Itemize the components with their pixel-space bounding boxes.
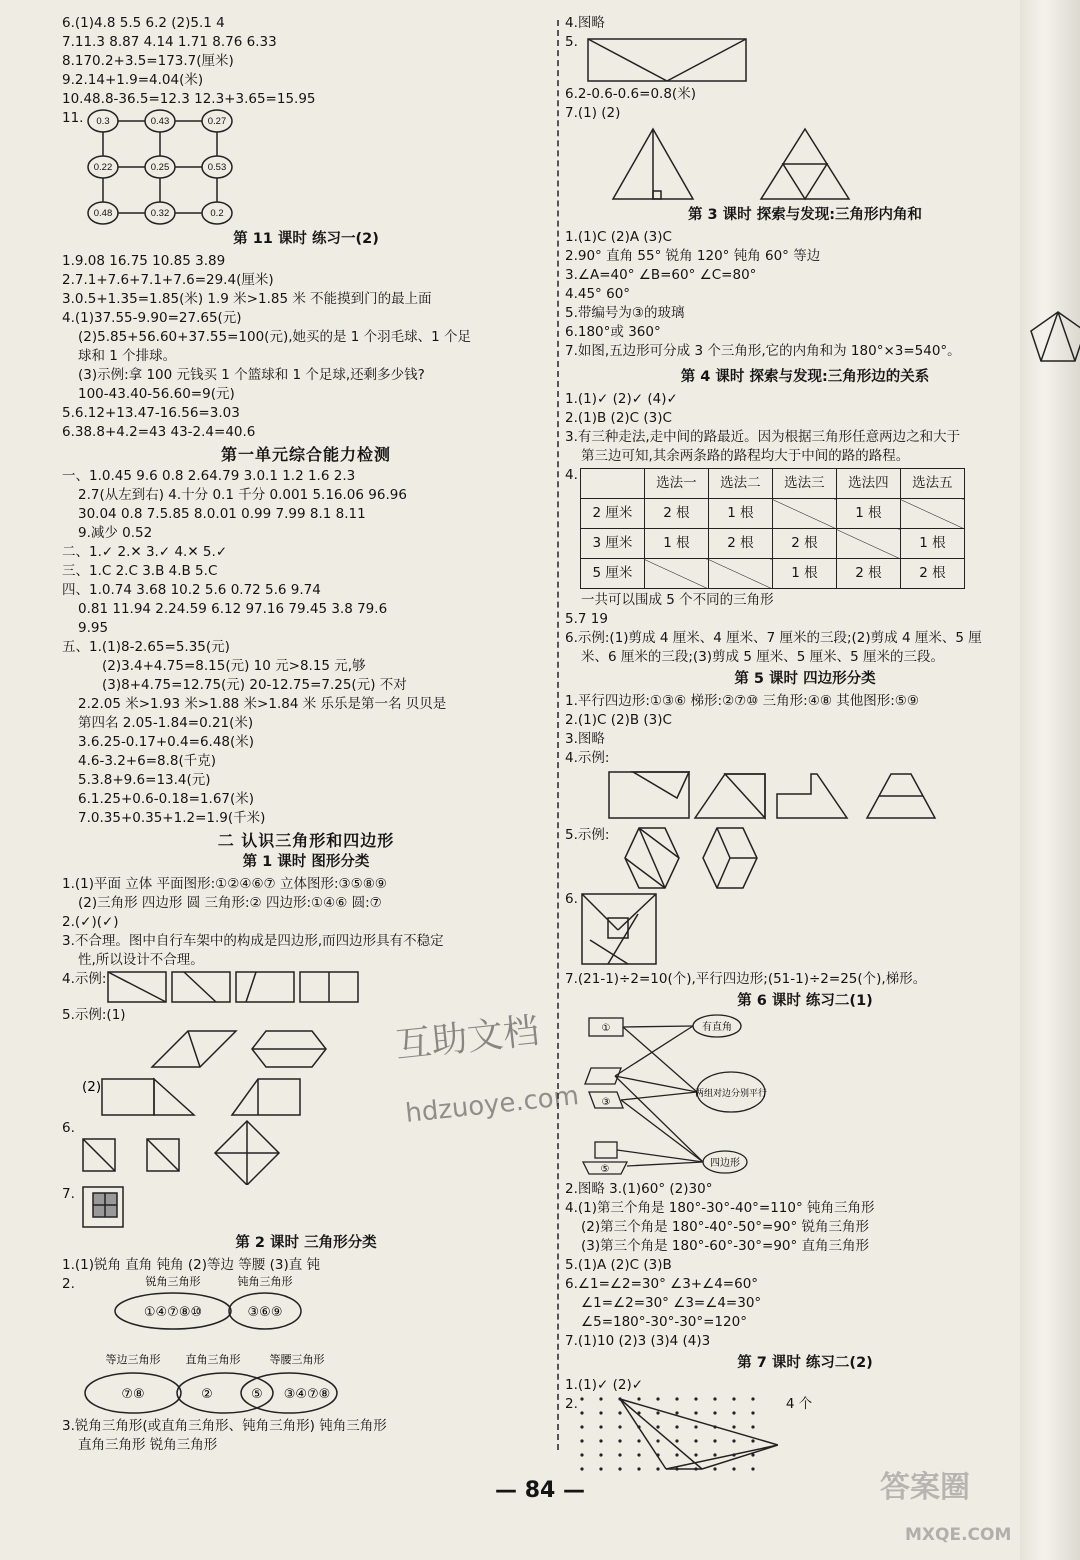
section-heading: 第一单元综合能力检测 [220,445,391,464]
answer-line: 6.2-0.6-0.6=0.8(米) [565,86,696,102]
dot-grid-question [565,1395,1045,1473]
table-header-cell: 选法五 [900,469,964,499]
answer-line: 4 个 [785,1396,813,1412]
answer-line: 9.95 [78,620,109,636]
shape-number: ⑤ [600,1164,610,1175]
section-heading: 第 6 课时 练习二(1) [737,993,873,1009]
answer-line: 直角三角形 锐角三角形 [78,1437,218,1453]
pentagon-figure [1027,309,1080,365]
answer-line: (2)5.85+56.60+37.55=100(元),她买的是 1 个羽毛球、1 个足 [78,329,472,345]
section-heading: 第 11 课时 练习一(2) [233,231,379,247]
q4-figures [62,970,550,1006]
table-cell-blank [900,499,964,529]
answer-line: 6.38.8+4.2=43 43-2.4=40.6 [62,424,256,440]
grid-number: 0.32 [151,208,170,219]
grid-number: 0.53 [208,162,227,173]
answer-line: 10.48.8-36.5=12.3 12.3+3.65=15.95 [62,91,316,107]
answer-line: 4.(1)第三个角是 180°-30°-40°=110° 钝角三角形 [565,1200,875,1216]
set-label: 钝角三角形 [237,1276,293,1288]
answer-line: 5.3.8+9.6=13.4(元) [78,772,211,788]
answer-line: 6.∠1=∠2=30° ∠3+∠4=60° [565,1276,759,1292]
answer-line: 一、1.0.45 9.6 0.8 2.64.79 3.0.1 1.2 1.6 2.3 [62,468,356,484]
section-heading: 第 4 课时 探索与发现:三角形边的关系 [680,369,930,385]
answer-line: 2.7.1+7.6+7.1+7.6=29.4(厘米) [62,272,274,288]
rectangle-triangles-figure [578,33,758,85]
square-pieces-figure [578,890,668,970]
table-cell-blank [644,559,708,589]
answer-line: 3.∠A=40° ∠B=60° ∠C=80° [565,267,757,283]
dot-grid-figure [578,1395,778,1473]
triangle-figures [565,125,865,203]
answer-line: 6.1.25+0.6-0.18=1.67(米) [78,791,255,807]
section-heading: 第 5 课时 四边形分类 [734,671,876,687]
grid-dot [618,1411,621,1414]
answer-line: 30.04 0.8 7.5.85 8.0.01 0.99 7.99 8.1 8.11 [78,506,366,522]
q5-figure [565,33,1045,85]
grid-dot [694,1411,697,1414]
chapter-heading: 二 认识三角形和四边形 [217,831,395,850]
answer-line: 4.45° 60° [565,286,631,302]
set-values: ③④⑦⑧ [283,1387,331,1402]
answer-line: 4.示例: [565,750,610,766]
grid-dot [599,1411,602,1414]
grid-question [62,109,550,227]
grid-dot [580,1397,583,1400]
set-values: ③⑥⑨ [247,1305,283,1320]
answer-line: 7.(1)10 (2)3 (3)4 (4)3 [565,1333,711,1349]
table-cell: 1 根 [708,499,772,529]
answer-line: (2)三角形 四边形 圆 三角形:② 四边形:①④⑥ 圆:⑦ [78,895,382,911]
grid-dot [580,1411,583,1414]
grid-dot [599,1397,602,1400]
answer-line: 7.(1) (2) [565,105,621,121]
nested-square-figure [75,1185,135,1231]
grid-dot [675,1411,678,1414]
table-cell: 2 根 [772,529,836,559]
grid-number: 0.43 [151,116,170,127]
grid-dot [637,1453,640,1456]
answer-line: 1.(1)✓ (2)✓ (4)✓ [565,391,678,407]
answer-line: 5.(1)A (2)C (3)B [565,1257,672,1273]
grid-dot [618,1453,621,1456]
set-label: 锐角三角形 [145,1276,201,1288]
grid-dot [580,1439,583,1442]
grid-dot [637,1439,640,1442]
answer-line: 1.(1)锐角 直角 钝角 (2)等边 等腰 (3)直 钝 [62,1257,320,1273]
answer-line: 6.(1)4.8 5.5 6.2 (2)5.1 4 [62,15,225,31]
answer-line: 3.0.5+1.35=1.85(米) 1.9 米>1.85 米 不能摸到门的最上面 [62,291,432,307]
triangle-classification [62,1275,550,1417]
grid-dot [618,1439,621,1442]
grid-dot [675,1397,678,1400]
matching-diagram-figure [565,1014,825,1178]
table-cell: 2 根 [836,559,900,589]
grid-dot [713,1397,716,1400]
section-heading: 第 3 课时 探索与发现:三角形内角和 [687,207,923,223]
grid-dot [599,1439,602,1442]
table-cell: 2 根 [900,559,964,589]
stick-table-question [565,466,1045,591]
answer-line: 2.(1)B (2)C (3)C [565,410,672,426]
answer-line: 2. [565,1396,578,1412]
pentagon-question [565,323,1045,365]
set-values: ② [201,1387,213,1402]
quadrilateral-examples-figure [565,770,945,824]
answer-line: 1.(1)C (2)A (3)C [565,229,672,245]
grid-dot [732,1439,735,1442]
table-cell: 1 根 [900,529,964,559]
table-header-cell: 选法三 [772,469,836,499]
grid-dot [656,1467,659,1470]
category-label: 两组对边分别平行 [694,1089,768,1099]
answer-line: 4.示例: [62,971,107,987]
grid-dot [751,1397,754,1400]
grid-number: 0.22 [94,162,113,173]
answer-line: (3)第三个角是 180°-60°-30°=90° 直角三角形 [581,1238,870,1254]
number-grid-figure [83,109,243,227]
shape-number: ③ [601,1097,611,1108]
answer-line: 5.7 19 [565,611,608,627]
answer-line: 2.2.05 米>1.93 米>1.88 米>1.84 米 乐乐是第一名 贝贝是 [78,696,447,712]
answer-line: 11. [62,110,84,126]
grid-dot [751,1411,754,1414]
answer-line: 球和 1 个排球。 [78,348,177,364]
answer-line: 1.(1)平面 立体 平面图形:①②④⑥⑦ 立体图形:③⑤⑧⑨ [62,876,387,892]
set-values: ①④⑦⑧⑩ [143,1305,203,1320]
grid-dot [656,1397,659,1400]
grid-dot [732,1467,735,1470]
answer-line: (2)3.4+4.75=8.15(元) 10 元>8.15 元,够 [102,658,366,674]
set-label: 等腰三角形 [269,1354,325,1366]
answer-line: 一共可以围成 5 个不同的三角形 [581,592,774,608]
section-heading: 第 2 课时 三角形分类 [235,1235,377,1251]
grid-dot [732,1397,735,1400]
answer-line: 米、6 厘米的三段;(3)剪成 5 厘米、5 厘米、5 厘米的三段。 [581,649,944,665]
grid-dot [713,1467,716,1470]
grid-dot [751,1425,754,1428]
figure-label: (2) [82,1079,102,1095]
grid-dot [637,1467,640,1470]
table-header-cell: 选法二 [708,469,772,499]
answer-line: 100-43.40-56.60=9(元) [78,386,235,402]
table-cell: 1 根 [772,559,836,589]
answer-line: 9.2.14+1.9=4.04(米) [62,72,204,88]
grid-number: 0.27 [208,116,227,127]
grid-dot [580,1467,583,1470]
shape-number: ① [601,1023,611,1034]
answer-line: 6.示例:(1)剪成 4 厘米、4 厘米、7 厘米的三段;(2)剪成 4 厘米、5 厘 [565,630,982,646]
grid-dot [751,1439,754,1442]
grid-dot [599,1467,602,1470]
grid-dot [732,1425,735,1428]
answer-line: 1.(1)✓ (2)✓ [565,1377,644,1393]
table-cell-blank [836,529,900,559]
set-label: 直角三角形 [185,1354,241,1366]
q7-figure [62,1185,550,1231]
table-cell: 2 根 [644,499,708,529]
grid-dot [580,1425,583,1428]
answer-line: 7.(21-1)÷2=10(个),平行四边形;(51-1)÷2=25(个),梯形。 [565,971,927,987]
table-row [580,559,964,589]
answer-line: 第三边可知,其余两条路的路程均大于中间的路的路程。 [581,448,910,464]
table-cell: 5 厘米 [580,559,644,589]
grid-dot [656,1439,659,1442]
answer-line: 二、1.✓ 2.✕ 3.✓ 4.✕ 5.✓ [62,544,228,560]
page-number: — 84 — [495,1478,585,1503]
watermark-url: hdzuoye.com [403,1080,581,1130]
column-divider [557,20,559,1450]
table-cell: 3 厘米 [580,529,644,559]
grid-dot [675,1425,678,1428]
grid-dot [599,1453,602,1456]
table-cell-blank [772,499,836,529]
answer-line: 5.带编号为③的玻璃 [565,305,685,321]
venn-diagram-figure [75,1275,395,1417]
table-header-cell: 选法四 [836,469,900,499]
answer-line: 第四名 2.05-1.84=0.21(米) [78,715,254,731]
grid-number: 0.2 [210,208,225,219]
grid-number: 0.3 [96,116,111,127]
answer-line: 三、1.C 2.C 3.B 4.B 5.C [62,563,218,579]
answer-line: 7.如图,五边形可分成 3 个三角形,它的内角和为 180°×3=540°。 [565,343,961,359]
section-heading: 第 7 课时 练习二(2) [737,1355,873,1371]
answer-line: 5.6.12+13.47-16.56=3.03 [62,405,240,421]
grid-dot [694,1453,697,1456]
grid-dot [732,1411,735,1414]
page-number-value: 84 [524,1478,556,1503]
hexagon-division-figure [609,826,769,890]
answer-line: 5.示例: [565,827,610,843]
section-heading: 第 1 课时 图形分类 [242,854,370,870]
left-column [62,14,550,1455]
answer-line: 性,所以设计不合理。 [78,952,204,968]
grid-dot [713,1411,716,1414]
answer-line: 6. [62,1120,75,1136]
q6-figures [62,1119,550,1185]
answer-line: 7. [62,1186,75,1202]
set-label: 等边三角形 [105,1354,161,1366]
answer-line: 9.减少 0.52 [78,525,153,541]
category-label: 有直角 [702,1022,732,1033]
answer-line: 4.图略 [565,15,605,31]
table-cell-blank [708,559,772,589]
site-logo: 答案圈 [880,1470,970,1505]
q5-hexagon-figures [565,826,1045,890]
grid-dot [656,1425,659,1428]
answer-line: (2)第三个角是 180°-40°-50°=90° 锐角三角形 [581,1219,870,1235]
shape-composition-figure [62,1027,362,1117]
answer-line: 5.示例:(1) [62,1007,126,1023]
right-column [565,14,1045,1473]
table-cell: 1 根 [644,529,708,559]
stick-selection-table [580,468,965,589]
watermark: 互助文档 [393,1010,542,1067]
rectangle-division-figure [106,970,366,1006]
answer-line: 2.(✓)(✓) [62,914,119,930]
grid-dot [618,1467,621,1470]
grid-dot [599,1425,602,1428]
table-header-row [580,469,964,499]
category-label: 四边形 [710,1158,740,1169]
answer-line: 0.81 11.94 2.24.59 6.12 97.16 79.45 3.8 79.6 [78,601,388,617]
table-row [580,529,964,559]
table-cell: 2 厘米 [580,499,644,529]
answer-line: 7.11.3 8.87 4.14 1.71 8.76 6.33 [62,34,277,50]
table-cell: 2 根 [708,529,772,559]
answer-line: 2.图略 3.(1)60° (2)30° [565,1181,713,1197]
answer-line: 1.平行四边形:①③⑥ 梯形:②⑦⑩ 三角形:④⑧ 其他图形:⑤⑨ [565,693,919,709]
grid-dot [637,1397,640,1400]
grid-dot [713,1453,716,1456]
grid-dot [656,1411,659,1414]
table-row [580,499,964,529]
answer-line: 7.0.35+0.35+1.2=1.9(千米) [78,810,266,826]
set-values: ⑦⑧ [121,1387,145,1402]
answer-line: (3)示例:拿 100 元钱买 1 个篮球和 1 个足球,还剩多少钱? [78,367,425,383]
answer-line: ∠5=180°-30°-30°=120° [581,1314,747,1330]
grid-dot [694,1425,697,1428]
grid-dot [675,1439,678,1442]
answer-line: 2.7(从左到右) 4.十分 0.1 千分 0.001 5.16.06 96.96 [78,487,407,503]
answer-line: 5. [565,34,578,50]
answer-line: 3.锐角三角形(或直角三角形、钝角三角形) 钝角三角形 [62,1418,387,1434]
answer-line: 1.9.08 16.75 10.85 3.89 [62,253,226,269]
grid-dot [713,1439,716,1442]
answer-line: 五、1.(1)8-2.65=5.35(元) [62,639,230,655]
answer-line: 3.图略 [565,731,605,747]
answer-line: 3.不合理。图中自行车架中的构成是四边形,而四边形具有不稳定 [62,933,444,949]
q6-square-figure [565,890,1045,970]
answer-line: 2.(1)C (2)B (3)C [565,712,672,728]
answer-line: 6.180°或 360° [565,324,661,340]
answer-line: (3)8+4.75=12.75(元) 20-12.75=7.25(元) 不对 [102,677,407,693]
grid-number: 0.48 [94,208,113,219]
grid-dot [580,1453,583,1456]
grid-dot [675,1453,678,1456]
answer-line: 4.(1)37.55-9.90=27.65(元) [62,310,242,326]
set-values: ⑤ [251,1387,263,1402]
table-cell: 1 根 [836,499,900,529]
grid-dot [751,1467,754,1470]
answer-line: 4. [565,467,578,483]
answer-line: 4.6-3.2+6=8.8(千克) [78,753,217,769]
square-division-figure [75,1119,315,1185]
answer-line: 2.90° 直角 55° 锐角 120° 钝角 60° 等边 [565,248,821,264]
answer-line: 3.有三种走法,走中间的路最近。因为根据三角形任意两边之和大于 [565,429,961,445]
answer-line: 3.6.25-0.17+0.4=6.48(米) [78,734,255,750]
grid-dot [694,1439,697,1442]
answer-line: 四、1.0.74 3.68 10.2 5.6 0.72 5.6 9.74 [62,582,321,598]
site-logo-url: MXQE.COM [905,1525,1012,1545]
answer-line: 8.170.2+3.5=173.7(厘米) [62,53,234,69]
grid-dot [694,1397,697,1400]
answer-line: ∠1=∠2=30° ∠3=∠4=30° [581,1295,762,1311]
grid-number: 0.25 [151,162,170,173]
grid-dot [618,1425,621,1428]
table-header-cell [580,469,644,499]
answer-line: 6. [565,891,578,907]
answer-line: 2. [62,1276,75,1292]
table-header-cell: 选法一 [644,469,708,499]
